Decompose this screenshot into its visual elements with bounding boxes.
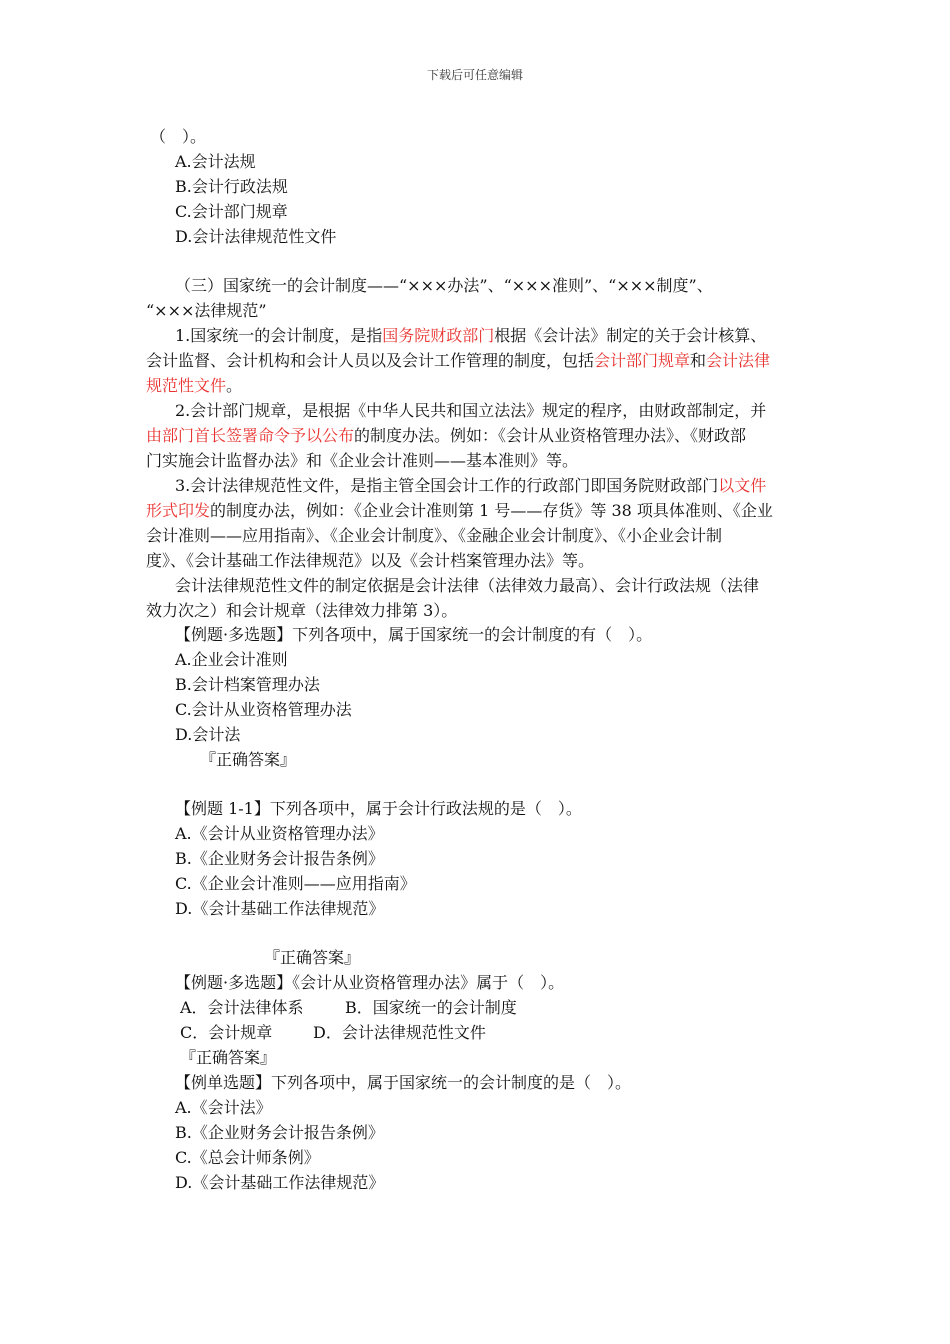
option-d: D.《会计基础工作法律规范》 [175, 1173, 385, 1192]
text: 会计监督、会计机构和会计人员以及会计工作管理的制度，包括 [146, 351, 595, 370]
highlight-text: 规范性文件 [146, 376, 227, 395]
paragraph-4-line-1: 会计法律规范性文件的制定依据是会计法律（法律效力最高）、会计行政法规（法律 [175, 576, 760, 595]
option-a: A.企业会计准则 [175, 650, 288, 669]
option-d: D.《会计基础工作法律规范》 [175, 899, 385, 918]
highlight-text: 会计部门规章 [594, 351, 691, 370]
text: 1.国家统一的会计制度，是指 [175, 326, 383, 345]
section-title-cont: “×××法律规范” [146, 301, 267, 320]
paragraph-1-line-1 [175, 326, 766, 346]
text: 。 [226, 376, 243, 395]
highlight-text: 会计法律 [706, 351, 771, 370]
paragraph-3-line-3: 会计准则——应用指南》、《企业会计制度》、《金融企业会计制度》、《小企业会计制 [146, 526, 723, 545]
option-a: A.会计法规 [175, 152, 256, 171]
option-d: D.会计法律规范性文件 [175, 227, 337, 246]
highlight-text: 国务院财政部门 [382, 326, 495, 345]
paragraph-3-line-1 [175, 476, 766, 496]
option-a: A．会计法律体系 [180, 998, 304, 1017]
highlight-text: 形式印发 [146, 501, 211, 520]
option-b: B.会计行政法规 [175, 177, 288, 196]
option-c: C.会计部门规章 [175, 202, 288, 221]
text: 和 [690, 351, 707, 370]
answer-label: 『正确答案』 [200, 750, 297, 769]
paragraph-2-line-2 [146, 426, 746, 446]
option-c: C.《企业会计准则——应用指南》 [175, 874, 416, 893]
answer-label: 『正确答案』 [264, 948, 361, 967]
option-c: C．会计规章 [180, 1023, 273, 1042]
section-title: （三）国家统一的会计制度——“×××办法”、“×××准则”、“×××制度”、 [175, 276, 713, 295]
question-blank: （ ）。 [150, 127, 207, 146]
text: 的制度办法。例如：《会计从业资格管理办法》、《财政部 [354, 426, 747, 445]
paragraph-2-line-3: 门实施会计监督办法》和《企业会计准则——基本准则》等。 [146, 451, 579, 470]
highlight-text: 由部门首长签署命令予以公布 [146, 426, 355, 445]
paragraph-3-line-2 [146, 501, 773, 521]
paragraph-4-line-2: 效力次之）和会计规章（法律效力排第 3）。 [146, 601, 458, 620]
example-question: 【例题 1-1】下列各项中，属于会计行政法规的是（ ）。 [175, 799, 582, 818]
text: 3.会计法律规范性文件，是指主管全国会计工作的行政部门即国务院财政部门 [175, 476, 719, 495]
option-b: B．国家统一的会计制度 [345, 998, 517, 1017]
option-a: A.《会计法》 [175, 1098, 272, 1117]
paragraph-1-line-3 [146, 376, 242, 396]
text: 的制度办法，例如：《企业会计准则第 1 号——存货》等 38 项具体准则、《企业 [210, 501, 773, 520]
example-question: 【例题·多选题】下列各项中，属于国家统一的会计制度的有（ ）。 [175, 625, 653, 644]
option-a: A.《会计从业资格管理办法》 [175, 824, 384, 843]
highlight-text: 以文件 [718, 476, 767, 495]
option-d: D．会计法律规范性文件 [313, 1023, 486, 1042]
option-c: C.会计从业资格管理办法 [175, 700, 352, 719]
option-c: C.《总会计师条例》 [175, 1148, 320, 1167]
option-b: B.《企业财务会计报告条例》 [175, 1123, 384, 1142]
example-question: 【例单选题】下列各项中，属于国家统一的会计制度的是（ ）。 [175, 1073, 632, 1092]
paragraph-1-line-2 [146, 351, 770, 371]
page-header: 下载后可任意编辑 [426, 68, 523, 82]
option-b: B.《企业财务会计报告条例》 [175, 849, 384, 868]
paragraph-3-line-4: 度》、《会计基础工作法律规范》以及《会计档案管理办法》等。 [146, 551, 595, 570]
answer-label: 『正确答案』 [180, 1048, 277, 1067]
text: 根据《会计法》制定的关于会计核算、 [494, 326, 767, 345]
option-b: B.会计档案管理办法 [175, 675, 320, 694]
example-question: 【例题·多选题】《会计从业资格管理办法》属于（ ）。 [175, 973, 565, 992]
option-d: D.会计法 [175, 725, 241, 744]
paragraph-2-line-1: 2.会计部门规章，是根据《中华人民共和国立法法》规定的程序，由财政部制定，并 [175, 401, 767, 420]
